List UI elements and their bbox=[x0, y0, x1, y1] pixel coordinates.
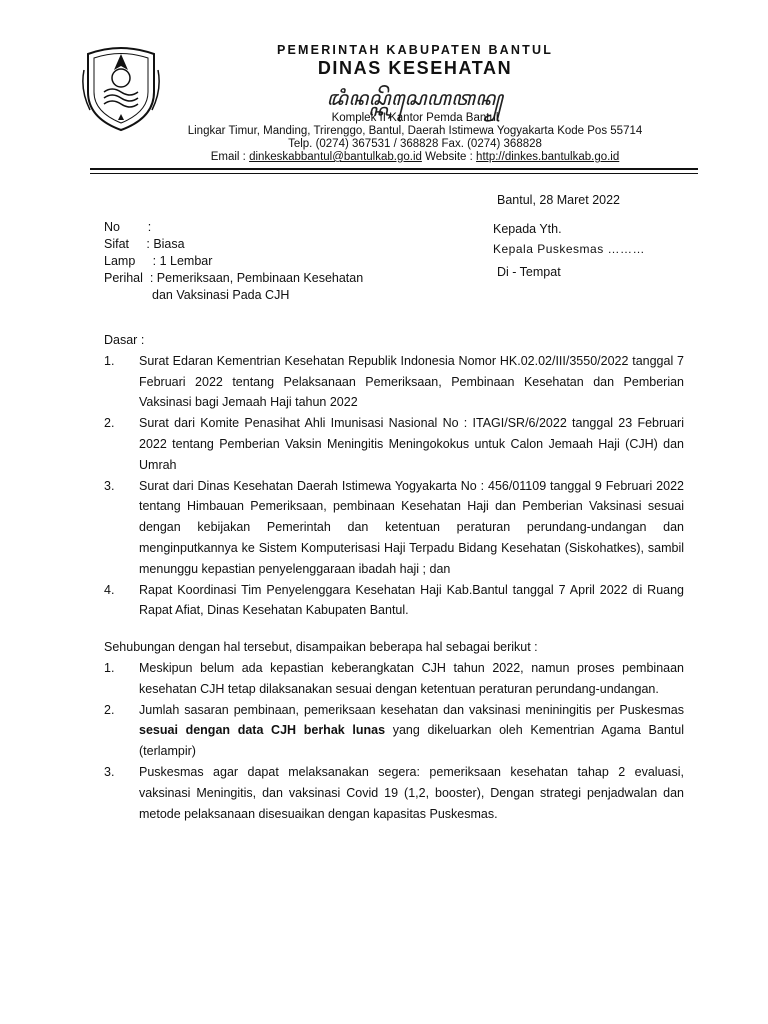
meta-perihal-continued: dan Vaksinasi Pada CJH bbox=[152, 288, 290, 302]
meta-sifat: Sifat : Biasa bbox=[104, 237, 185, 251]
office-contact bbox=[160, 151, 670, 163]
sehubungan-title: Sehubungan dengan hal tersebut, disampaikan beberapa hal sebagai berikut : bbox=[104, 640, 538, 655]
list-item: 3. Surat dari Dinas Kesehatan Daerah Istimewa Yogyakarta No : 456/01109 tanggal 9 Februari 2022 tentang Himbauan Pemeriksaan, pembinaan Kesehatan Haji dan Pemberian Vaksinasi sesuai dengan kebijakan Pemerintah dan ketentuan peraturan perundang-undangan dan menginputkannya ke Sistem Komputerisasi Haji Terpadu Bidang Kesehatan (Siskohatkes), sambil menunggu kepastian penyelenggaraan ibadah haji ; dan bbox=[104, 478, 684, 576]
website-link[interactable]: http://dinkes.bantulkab.go.id bbox=[476, 151, 620, 163]
list-item: 2. Jumlah sasaran pembinaan, pemeriksaan kesehatan dan vaksinasi meniningitis per Puskesmas sesuai dengan data CJH berhak lunas yang dikeluarkan oleh Kementrian Agama Bantul (terlampir) bbox=[104, 702, 684, 759]
office-complex: Komplek II Kantor Pemda Bantul bbox=[331, 112, 499, 124]
recipient-name: Kepala Puskesmas ……… bbox=[493, 242, 646, 256]
letter-body bbox=[104, 330, 684, 824]
office-phone: Telp. (0274) 367531 / 368828 Fax. (0274) 368828 bbox=[288, 138, 542, 150]
recipient-location: Di - Tempat bbox=[497, 265, 561, 279]
office-name-javanese-script: ꦢꦶꦤꦱ꧀ꦏꦼꦱꦺꦲꦠꦤ꧀ bbox=[326, 86, 504, 110]
letter-date: Bantul, 28 Maret 2022 bbox=[497, 193, 620, 207]
bold-emphasis: sesuai dengan data CJH berhak lunas bbox=[139, 723, 386, 738]
recipient-salutation: Kepada Yth. bbox=[493, 222, 562, 236]
list-item: 3. Puskesmas agar dapat melaksanakan segera: pemeriksaan kesehatan tahap 2 evaluasi, vaksinasi Meningitis, dan vaksinasi Covid 19 (1,2, booster), Dengan strategi penjadwalan dan metode pelaksanaan disesuaikan dengan kapasitas Puskesmas. bbox=[104, 764, 684, 821]
dasar-title: Dasar : bbox=[104, 333, 145, 347]
office-name: DINAS KESEHATAN bbox=[317, 58, 513, 78]
list-item: 1. Surat Edaran Kementrian Kesehatan Republik Indonesia Nomor HK.02.02/III/3550/2022 tanggal 7 Februari 2022 tentang Pelaksanaan Pemeriksaan, Pembinaan Kesehatan dan Pemberian Vaksinasi bagi Jemaah Haji tahun 2022 bbox=[104, 353, 684, 410]
list-item: 1. Meskipun belum ada kepastian keberangkatan CJH tahun 2022, namun proses pembinaan kesehatan CJH tetap dilaksanakan sesuai dengan ketentuan peraturan perundang-undangan. bbox=[104, 660, 684, 696]
meta-no: No : bbox=[104, 220, 152, 234]
list-item: 4. Rapat Koordinasi Tim Penyelenggara Kesehatan Haji Kab.Bantul tanggal 7 April 2022 di Ruang Rapat Afiat, Dinas Kesehatan Kabupaten Bantul. bbox=[104, 582, 684, 618]
government-name: PEMERINTAH KABUPATEN BANTUL bbox=[276, 43, 554, 57]
email-label: Email : bbox=[210, 151, 246, 163]
meta-lamp: Lamp : 1 Lembar bbox=[104, 254, 213, 268]
bantul-coat-of-arms-logo bbox=[80, 40, 162, 132]
recipient-block bbox=[493, 219, 645, 259]
list-item: 2. Surat dari Komite Penasihat Ahli Imunisasi Nasional No : ITAGI/SR/6/2022 tanggal 23 Februari 2022 tentang Pemberian Vaksin Meningitis Meningokokus untuk Calon Jemaah Haji (CJH) dan Umrah bbox=[104, 416, 684, 472]
office-address: Lingkar Timur, Manding, Trirenggo, Bantul, Daerah Istimewa Yogyakarta Kode Pos 55714 bbox=[187, 125, 643, 137]
website-label: Website : bbox=[425, 151, 473, 163]
letterhead-rule-thick bbox=[90, 168, 698, 170]
email-link[interactable]: dinkeskabbantul@bantulkab.go.id bbox=[249, 151, 422, 163]
letterhead-rule-thin bbox=[90, 173, 698, 174]
meta-perihal: Perihal : Pemeriksaan, Pembinaan Kesehatan bbox=[104, 271, 364, 285]
letter-metadata bbox=[104, 219, 363, 304]
